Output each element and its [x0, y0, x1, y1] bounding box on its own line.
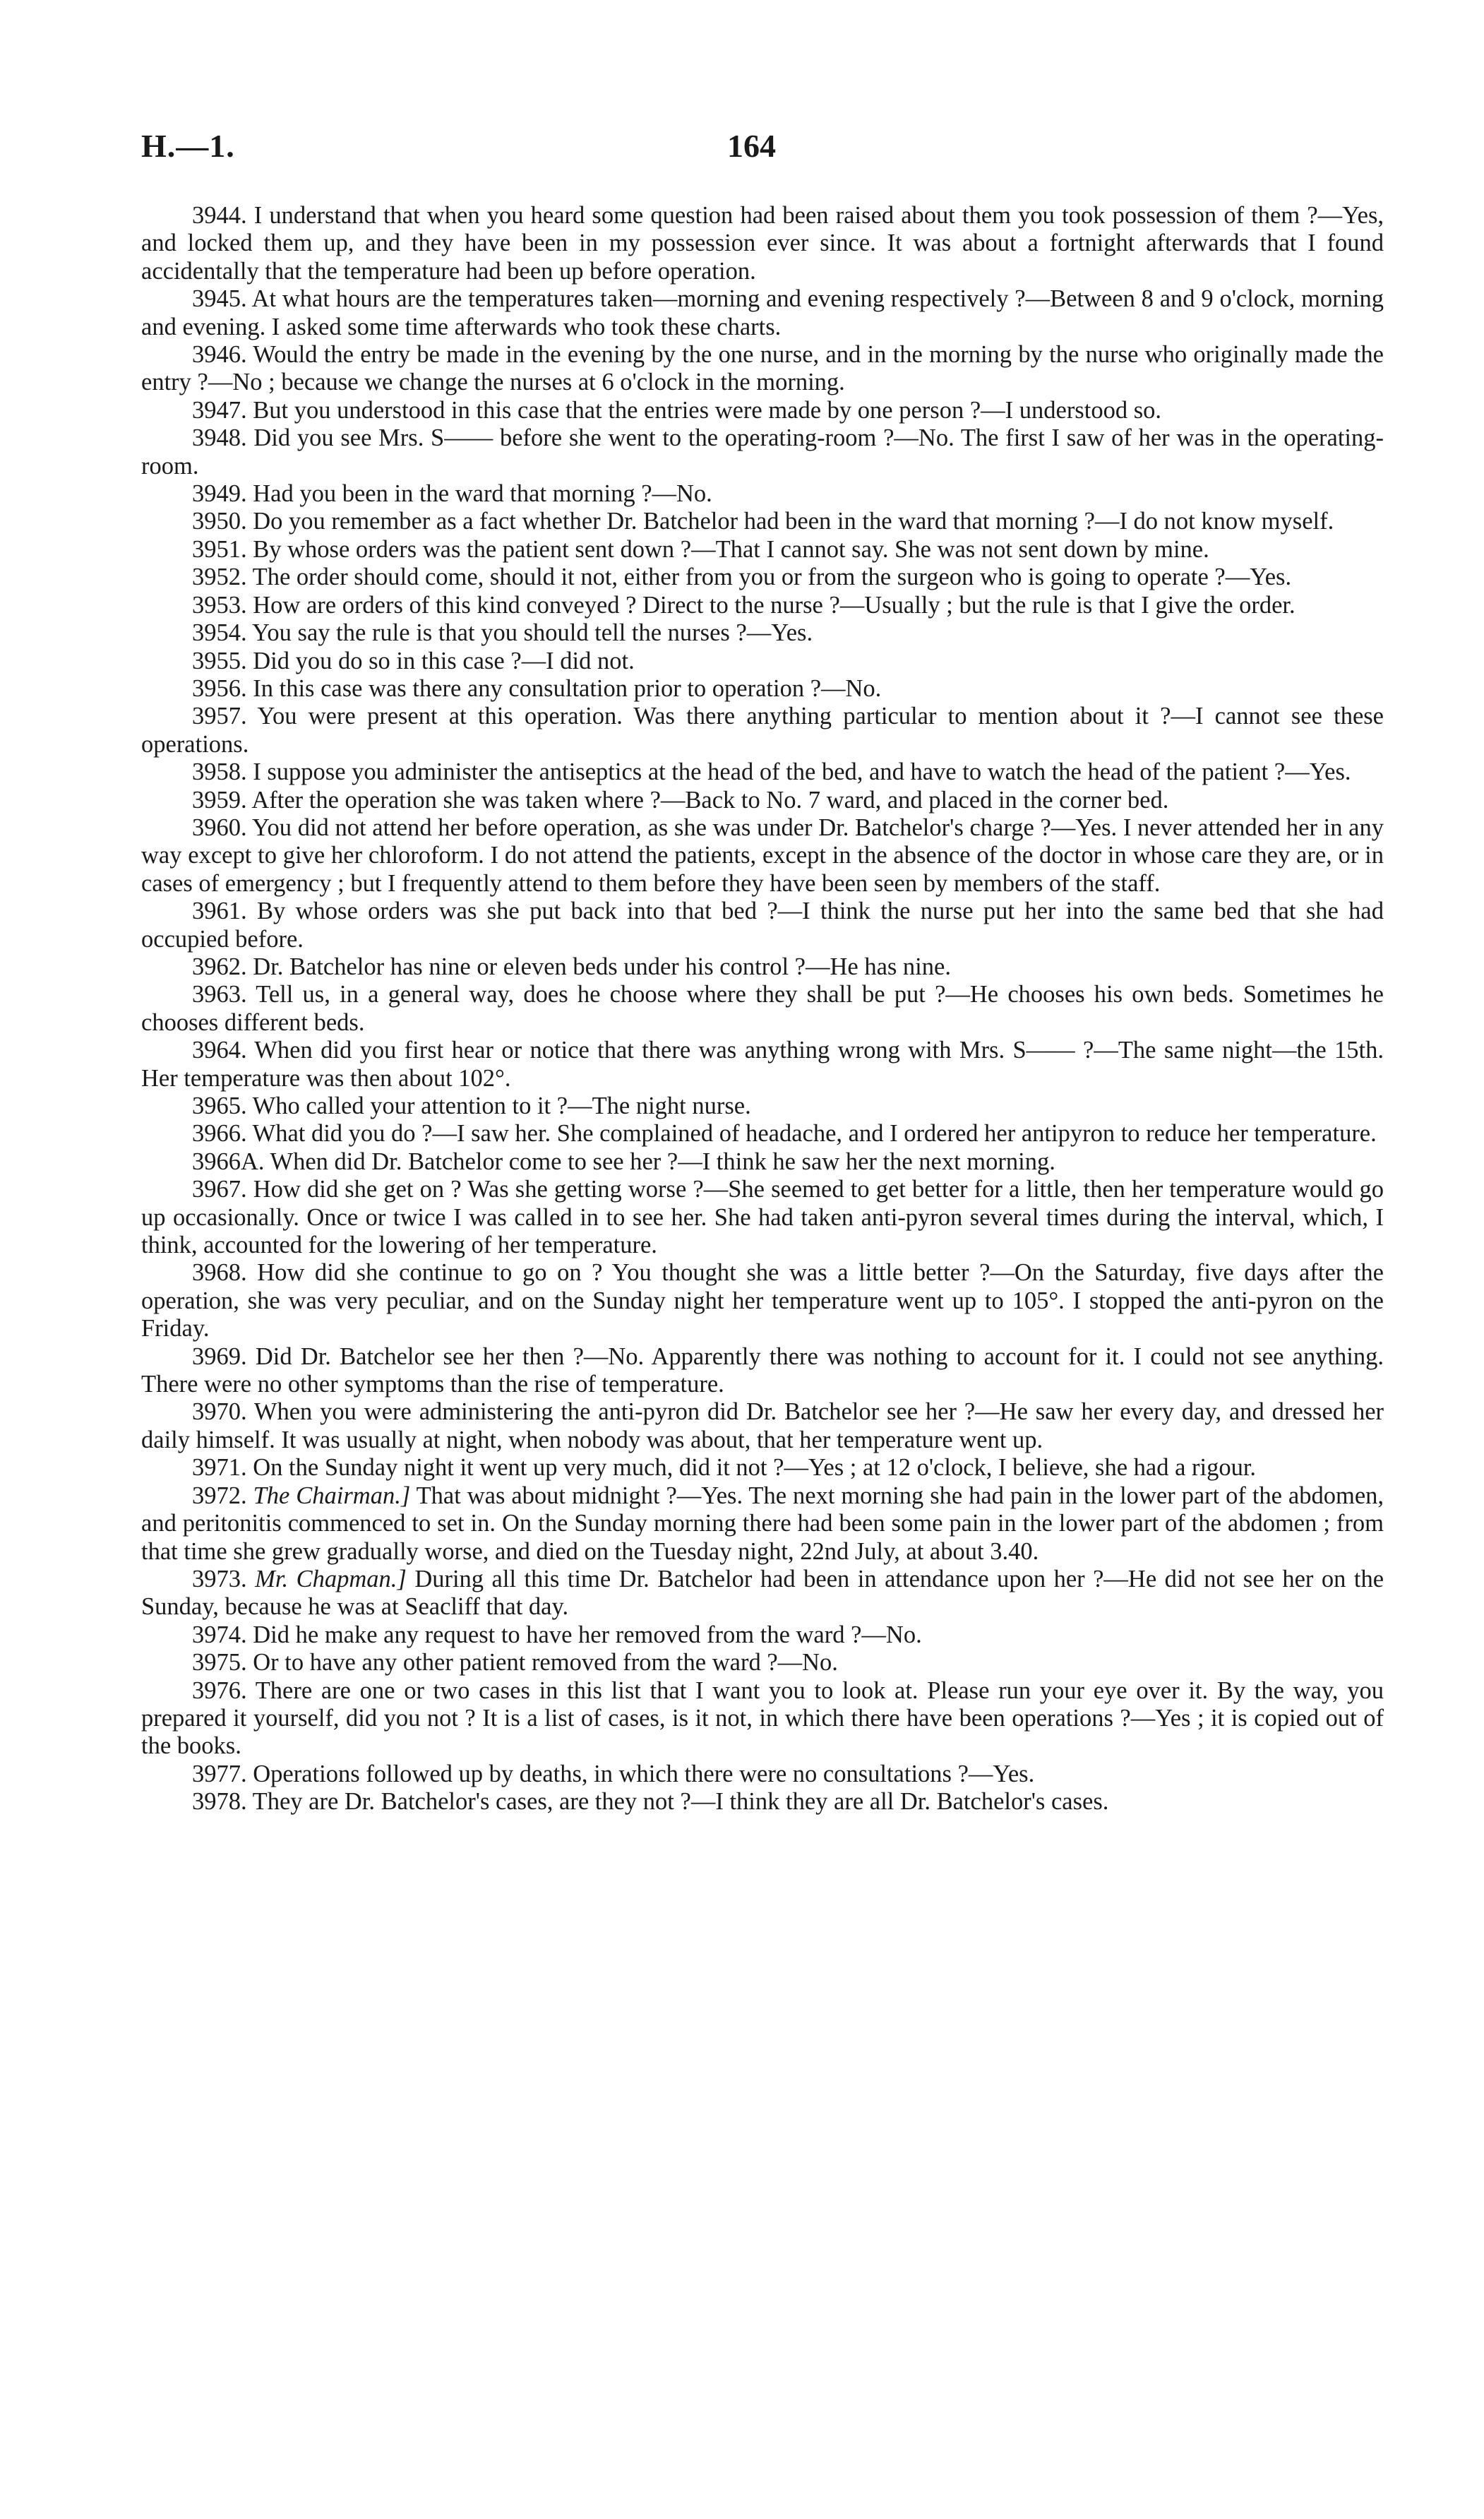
page-number: 164 — [727, 128, 776, 164]
testimony-paragraph — [141, 341, 1384, 397]
document-code: H.—1. — [141, 128, 235, 164]
paragraph-text: 3960. You did not attend her before operation, as she was under Dr. Batchelor's charge ?—Yes. I never attended her in any way except to give her chloroform. I do not attend the patients, except in the absence of the doctor in whose care they are, or in cases of emergency ; but I frequently attend to them before they have been seen by members of the staff. — [141, 814, 1384, 897]
testimony-paragraph — [141, 1454, 1384, 1482]
paragraph-text: 3961. By whose orders was she put back into that bed ?—I think the nurse put her into the same bed that she had occupied before. — [141, 898, 1384, 953]
paragraph-text: That was about midnight ?—Yes. The next morning she had pain in the lower part of the abdomen, and peritonitis commenced to set in. On the Sunday morning there had been some pain in the lower part of the abdomen ; from that time she grew gradually worse, and died on the Tuesday night, 22nd July, at about 3.40. — [141, 1482, 1384, 1565]
paragraph-text: 3944. I understand that when you heard some question had been raised about them you took possession of them ?—Yes, and locked them up, and they have been in my possession ever since. It was about a fortnight afterwards that I found accidentally that the temperature had been up before operation. — [141, 202, 1384, 285]
testimony-paragraph — [141, 814, 1384, 898]
page-header — [141, 127, 1384, 184]
paragraph-text: 3958. I suppose you administer the antiseptics at the head of the bed, and have to watch the head of the patient ?—Yes. — [192, 758, 1351, 786]
paragraph-text: 3959. After the operation she was taken where ?—Back to No. 7 ward, and placed in the corner bed. — [192, 786, 1169, 814]
testimony-paragraph — [141, 564, 1384, 591]
testimony-paragraph — [141, 898, 1384, 953]
paragraph-text: 3956. In this case was there any consultation prior to operation ?—No. — [192, 674, 882, 702]
paragraph-text: 3978. They are Dr. Batchelor's cases, are they not ?—I think they are all Dr. Batchelor's cases. — [192, 1788, 1109, 1816]
testimony-paragraph — [141, 202, 1384, 285]
paragraph-text: 3963. Tell us, in a general way, does he choose where they shall be put ?—He chooses his own beds. Sometimes he chooses different beds. — [141, 981, 1384, 1036]
paragraph-text: 3977. Operations followed up by deaths, in which there were no consultations ?—Yes. — [192, 1760, 1035, 1787]
paragraph-text: 3966. What did you do ?—I saw her. She complained of headache, and I ordered her antipyron to reduce her temperature. — [192, 1120, 1377, 1148]
paragraph-text: 3969. Did Dr. Batchelor see her then ?—No. Apparently there was nothing to account for it. I could not see anything. There were no other symptoms than the rise of temperature. — [141, 1342, 1384, 1398]
testimony-paragraph — [141, 1092, 1384, 1120]
testimony-paragraph — [141, 1398, 1384, 1454]
paragraph-text: 3971. On the Sunday night it went up very much, did it not ?—Yes ; at 12 o'clock, I believe, she had a rigour. — [192, 1454, 1257, 1482]
testimony-paragraph — [141, 981, 1384, 1037]
testimony-paragraph — [141, 1343, 1384, 1399]
testimony-paragraph — [141, 424, 1384, 480]
testimony-paragraph — [141, 1621, 1384, 1649]
testimony-paragraph — [141, 480, 1384, 508]
paragraph-text: 3967. How did she get on ? Was she getting worse ?—She seemed to get better for a little, then her temperature would go up occasionally. Once or twice I was called in to see her. She had taken anti-pyron several times during the interval, which, I think, accounted for the lowering of her temperature. — [141, 1176, 1384, 1259]
paragraph-text: 3966A. When did Dr. Batchelor come to see her ?—I think he saw her the next morning. — [192, 1148, 1055, 1175]
paragraph-text: 3953. How are orders of this kind conveyed ? Direct to the nurse ?—Usually ; but the rule is that I give the order. — [192, 591, 1295, 619]
paragraph-text: 3957. You were present at this operation. Was there anything particular to mention about it ?—I cannot see these operations. — [141, 703, 1384, 758]
testimony-paragraph — [141, 1788, 1384, 1816]
testimony-paragraph — [141, 1259, 1384, 1342]
paragraph-text: 3962. Dr. Batchelor has nine or eleven beds under his control ?—He has nine. — [192, 953, 951, 980]
testimony-paragraph — [141, 787, 1384, 814]
testimony-paragraph — [141, 1649, 1384, 1677]
testimony-paragraph — [141, 1148, 1384, 1176]
testimony-paragraph — [141, 953, 1384, 981]
speaker-label: Mr. Chapman.] — [255, 1565, 407, 1592]
testimony-paragraph — [141, 1566, 1384, 1621]
testimony-paragraph — [141, 1761, 1384, 1788]
question-number: 3972. — [192, 1482, 247, 1509]
paragraph-text: 3955. Did you do so in this case ?—I did not. — [192, 647, 635, 674]
paragraph-text: 3951. By whose orders was the patient sent down ?—That I cannot say. She was not sent down by mine. — [192, 535, 1209, 563]
paragraph-text: 3946. Would the entry be made in the evening by the one nurse, and in the morning by the nurse who originally made the entry ?—No ; because we change the nurses at 6 o'clock in the morning. — [141, 341, 1384, 396]
testimony-paragraph — [141, 1176, 1384, 1259]
speaker-label: The Chairman.] — [253, 1482, 411, 1509]
paragraph-text: 3948. Did you see Mrs. S—— before she went to the operating-room ?—No. The first I saw of her was in the operating-room. — [141, 424, 1384, 480]
paragraph-text: 3945. At what hours are the temperatures taken—morning and evening respectively ?—Between 8 and 9 o'clock, morning and evening. I asked some time afterwards who took these charts. — [141, 285, 1384, 340]
paragraph-text: 3970. When you were administering the anti-pyron did Dr. Batchelor see her ?—He saw her every day, and dressed her daily himself. It was usually at night, when nobody was about, that her temperature went up. — [141, 1398, 1384, 1453]
testimony-paragraph — [141, 508, 1384, 535]
testimony-paragraph — [141, 1677, 1384, 1761]
question-number: 3973. — [192, 1565, 247, 1592]
paragraph-text: 3968. How did she continue to go on ? You thought she was a little better ?—On the Saturday, five days after the operation, she was very peculiar, and on the Sunday night her temperature went up to 105°. I stopped the anti-pyron on the Friday. — [141, 1259, 1384, 1342]
testimony-paragraph — [141, 285, 1384, 341]
document-body — [141, 202, 1384, 1816]
paragraph-text: 3954. You say the rule is that you should tell the nurses ?—Yes. — [192, 619, 813, 647]
testimony-paragraph — [141, 619, 1384, 647]
testimony-paragraph — [141, 675, 1384, 703]
paragraph-text: 3964. When did you first hear or notice that there was anything wrong with Mrs. S—— ?—The same night—the 15th. Her temperature was then about 102°. — [141, 1037, 1384, 1092]
paragraph-text: 3974. Did he make any request to have her removed from the ward ?—No. — [192, 1621, 922, 1648]
testimony-paragraph — [141, 648, 1384, 675]
paragraph-text: 3949. Had you been in the ward that morning ?—No. — [192, 480, 712, 508]
testimony-paragraph — [141, 758, 1384, 786]
paragraph-text: 3976. There are one or two cases in this list that I want you to look at. Please run your eye over it. By the way, you prepared it yourself, did you not ? It is a list of cases, is it not, in which there have been operations ?—Yes ; it is copied out of the books. — [141, 1677, 1384, 1760]
paragraph-text: 3947. But you understood in this case that the entries were made by one person ?—I understood so. — [192, 396, 1161, 424]
paragraph-text: 3950. Do you remember as a fact whether Dr. Batchelor had been in the ward that morning ?—I do not know myself. — [192, 508, 1334, 535]
testimony-paragraph — [141, 1120, 1384, 1148]
testimony-paragraph — [141, 536, 1384, 564]
paragraph-text: 3952. The order should come, should it not, either from you or from the surgeon who is going to operate ?—Yes. — [192, 564, 1292, 591]
paragraph-text: During all this time Dr. Batchelor had been in attendance upon her ?—He did not see her on the Sunday, because he was at Seacliff that day. — [141, 1565, 1384, 1621]
testimony-paragraph — [141, 1482, 1384, 1566]
testimony-paragraph — [141, 1037, 1384, 1092]
testimony-paragraph — [141, 592, 1384, 619]
testimony-paragraph — [141, 703, 1384, 758]
paragraph-text: 3965. Who called your attention to it ?—The night nurse. — [192, 1092, 751, 1119]
testimony-paragraph — [141, 397, 1384, 424]
paragraph-text: 3975. Or to have any other patient removed from the ward ?—No. — [192, 1649, 838, 1677]
